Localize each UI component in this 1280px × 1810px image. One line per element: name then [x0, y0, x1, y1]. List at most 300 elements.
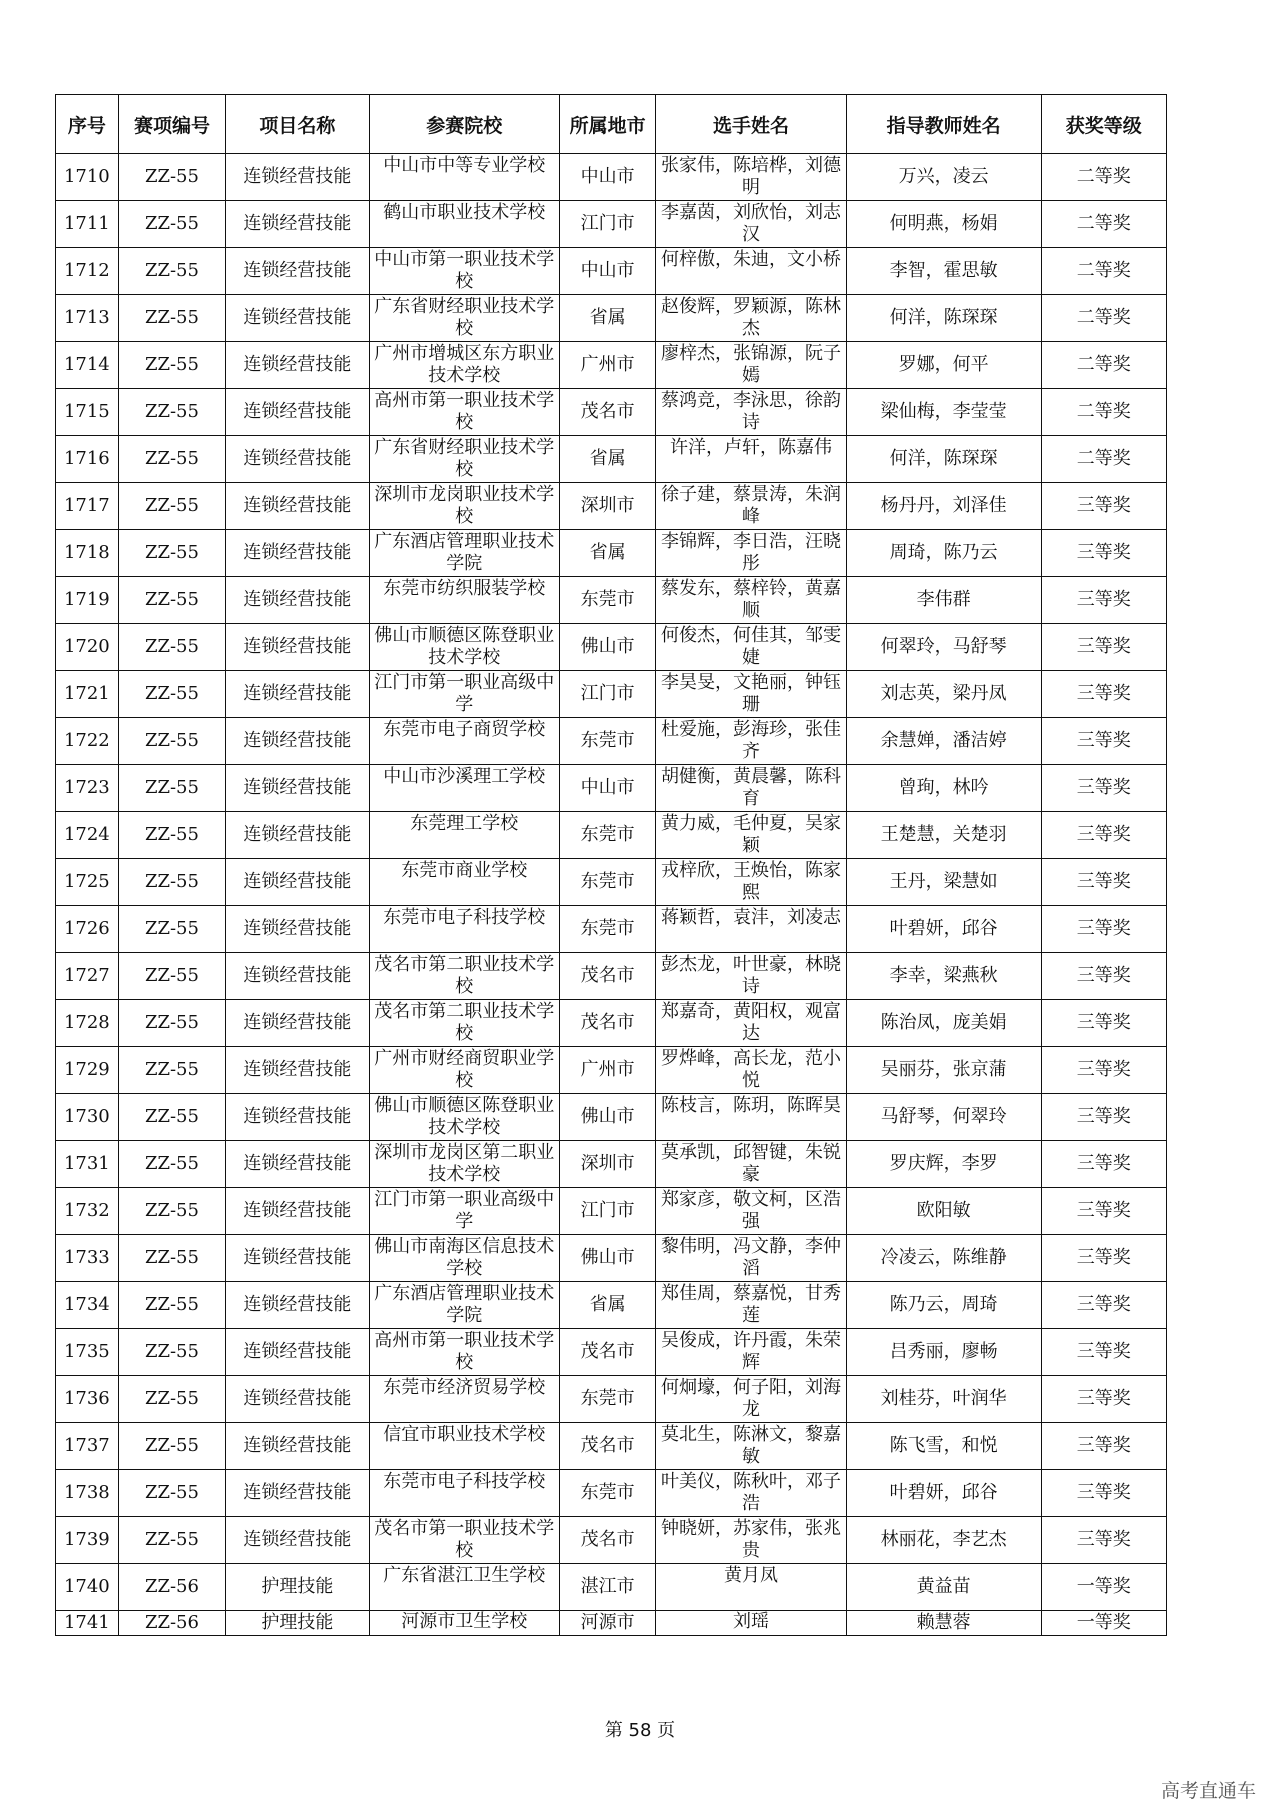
cell-project-name: 连锁经营技能: [226, 765, 369, 812]
cell-school: [369, 859, 559, 906]
cell-project-name: 连锁经营技能: [226, 295, 369, 342]
cell-school-text: 中山市中等专业学校: [383, 155, 546, 176]
cell-school-text: 中山市沙溪理工学校: [383, 766, 546, 787]
table-row: [56, 1329, 1167, 1376]
cell-school-text: 广州市财经商贸职业学校: [374, 1048, 555, 1091]
table-row: [56, 1141, 1167, 1188]
cell-school: [369, 1564, 559, 1611]
header-school: 参赛院校: [369, 95, 559, 154]
table-row: [56, 953, 1167, 1000]
table-row: [56, 1188, 1167, 1235]
cell-project-name: 连锁经营技能: [226, 1517, 369, 1564]
cell-school: [369, 1235, 559, 1282]
cell-event-code: ZZ-55: [118, 530, 226, 577]
table-body: [56, 154, 1167, 1636]
cell-serial: 1721: [56, 671, 119, 718]
cell-city: 中山市: [559, 248, 655, 295]
table-row: [56, 389, 1167, 436]
cell-contestants-text: 胡健衡，黄晨馨，陈科育: [660, 766, 841, 809]
cell-school: [369, 295, 559, 342]
cell-project-name: 连锁经营技能: [226, 1000, 369, 1047]
cell-instructors: 何明燕，杨娟: [846, 201, 1041, 248]
cell-event-code: ZZ-55: [118, 765, 226, 812]
cell-contestants: [656, 1329, 846, 1376]
cell-school-text: 东莞理工学校: [410, 813, 519, 834]
cell-contestants-text: 钟晓妍，苏家伟，张兆贵: [660, 1518, 841, 1561]
cell-school-text: 东莞市商业学校: [401, 860, 528, 881]
cell-contestants: [656, 718, 846, 765]
cell-award-level: 二等奖: [1041, 201, 1166, 248]
cell-contestants-text: 廖梓杰，张锦源，阮子嫣: [660, 343, 841, 386]
cell-award-level: 三等奖: [1041, 671, 1166, 718]
cell-project-name: 连锁经营技能: [226, 718, 369, 765]
cell-school: [369, 389, 559, 436]
cell-event-code: ZZ-55: [118, 342, 226, 389]
table-row: [56, 295, 1167, 342]
cell-contestants-text: 陈枝言，陈玥，陈晖昊: [660, 1095, 841, 1116]
cell-contestants: [656, 577, 846, 624]
cell-school-text: 佛山市顺德区陈登职业技术学校: [374, 625, 555, 668]
cell-contestants: [656, 1517, 846, 1564]
cell-school: [369, 1000, 559, 1047]
cell-event-code: ZZ-56: [118, 1611, 226, 1636]
cell-school-text: 广东省湛江卫生学校: [383, 1565, 546, 1586]
cell-contestants: [656, 295, 846, 342]
cell-instructors: 何翠玲，马舒琴: [846, 624, 1041, 671]
cell-school: [369, 1094, 559, 1141]
cell-serial: 1737: [56, 1423, 119, 1470]
cell-project-name: 连锁经营技能: [226, 1282, 369, 1329]
cell-event-code: ZZ-55: [118, 1376, 226, 1423]
cell-serial: 1715: [56, 389, 119, 436]
cell-serial: 1736: [56, 1376, 119, 1423]
cell-instructors: 叶碧妍，邱谷: [846, 1470, 1041, 1517]
cell-event-code: ZZ-55: [118, 201, 226, 248]
cell-project-name: 连锁经营技能: [226, 201, 369, 248]
cell-school-text: 东莞市电子商贸学校: [383, 719, 546, 740]
cell-serial: 1733: [56, 1235, 119, 1282]
table-row: [56, 906, 1167, 953]
cell-event-code: ZZ-55: [118, 436, 226, 483]
cell-event-code: ZZ-55: [118, 718, 226, 765]
cell-serial: 1716: [56, 436, 119, 483]
cell-school-text: 信宜市职业技术学校: [383, 1424, 546, 1445]
cell-school: [369, 1047, 559, 1094]
cell-instructors: 罗娜，何平: [846, 342, 1041, 389]
cell-city: 佛山市: [559, 624, 655, 671]
cell-city: 广州市: [559, 342, 655, 389]
table-row: [56, 530, 1167, 577]
cell-serial: 1725: [56, 859, 119, 906]
cell-contestants-text: 郑家彦，敬文柯，区浩强: [660, 1189, 841, 1232]
header-city: 所属地市: [559, 95, 655, 154]
cell-project-name: 连锁经营技能: [226, 1423, 369, 1470]
cell-school: [369, 1141, 559, 1188]
cell-contestants: [656, 154, 846, 201]
cell-instructors: 余慧婵，潘洁婷: [846, 718, 1041, 765]
cell-event-code: ZZ-55: [118, 906, 226, 953]
cell-contestants-text: 何梓傲，朱迪，文小桥: [660, 249, 841, 270]
cell-city: 东莞市: [559, 1376, 655, 1423]
cell-event-code: ZZ-55: [118, 1141, 226, 1188]
cell-event-code: ZZ-55: [118, 1329, 226, 1376]
cell-project-name: 连锁经营技能: [226, 671, 369, 718]
cell-city: 广州市: [559, 1047, 655, 1094]
cell-contestants: [656, 1235, 846, 1282]
cell-event-code: ZZ-55: [118, 812, 226, 859]
cell-school: [369, 671, 559, 718]
cell-contestants-text: 刘瑶: [732, 1611, 769, 1632]
cell-event-code: ZZ-55: [118, 1282, 226, 1329]
cell-instructors: 陈治凤，庞美娟: [846, 1000, 1041, 1047]
table-row: [56, 1235, 1167, 1282]
cell-project-name: 连锁经营技能: [226, 812, 369, 859]
table-header-row: [56, 95, 1167, 154]
table-row: [56, 1094, 1167, 1141]
cell-award-level: 三等奖: [1041, 1000, 1166, 1047]
cell-event-code: ZZ-55: [118, 248, 226, 295]
cell-instructors: 杨丹丹，刘泽佳: [846, 483, 1041, 530]
cell-award-level: 三等奖: [1041, 718, 1166, 765]
cell-award-level: 三等奖: [1041, 530, 1166, 577]
cell-city: 东莞市: [559, 859, 655, 906]
cell-serial: 1717: [56, 483, 119, 530]
cell-award-level: 三等奖: [1041, 859, 1166, 906]
cell-contestants-text: 郑嘉奇，黄阳权，观富达: [660, 1001, 841, 1044]
cell-project-name: 连锁经营技能: [226, 483, 369, 530]
cell-event-code: ZZ-55: [118, 859, 226, 906]
cell-instructors: 吕秀丽，廖畅: [846, 1329, 1041, 1376]
cell-serial: 1713: [56, 295, 119, 342]
cell-contestants: [656, 248, 846, 295]
cell-contestants: [656, 1423, 846, 1470]
cell-serial: 1735: [56, 1329, 119, 1376]
cell-serial: 1729: [56, 1047, 119, 1094]
table-row: [56, 718, 1167, 765]
cell-award-level: 三等奖: [1041, 1470, 1166, 1517]
cell-instructors: 曾珣，林吟: [846, 765, 1041, 812]
cell-school-text: 中山市第一职业技术学校: [374, 249, 555, 292]
cell-serial: 1731: [56, 1141, 119, 1188]
cell-contestants-text: 李锦辉，李日浩，汪晓彤: [660, 531, 841, 574]
cell-serial: 1738: [56, 1470, 119, 1517]
cell-contestants-text: 黄力威，毛仲夏，吴家颖: [660, 813, 841, 856]
cell-award-level: 三等奖: [1041, 906, 1166, 953]
cell-instructors: 王楚慧，关楚羽: [846, 812, 1041, 859]
table-row: [56, 1611, 1167, 1636]
page-number: 第 58 页: [604, 1720, 676, 1741]
cell-instructors: 叶碧妍，邱谷: [846, 906, 1041, 953]
cell-contestants: [656, 530, 846, 577]
cell-contestants-text: 郑佳周，蔡嘉悦，甘秀莲: [660, 1283, 841, 1326]
cell-instructors: 欧阳敏: [846, 1188, 1041, 1235]
cell-event-code: ZZ-55: [118, 154, 226, 201]
cell-school-text: 佛山市顺德区陈登职业技术学校: [374, 1095, 555, 1138]
cell-contestants-text: 李嘉茵，刘欣怡，刘志汉: [660, 202, 841, 245]
cell-event-code: ZZ-55: [118, 1047, 226, 1094]
cell-award-level: 三等奖: [1041, 812, 1166, 859]
cell-award-level: 二等奖: [1041, 154, 1166, 201]
cell-contestants: [656, 436, 846, 483]
cell-serial: 1711: [56, 201, 119, 248]
cell-project-name: 连锁经营技能: [226, 859, 369, 906]
cell-city: 茂名市: [559, 1423, 655, 1470]
cell-serial: 1734: [56, 1282, 119, 1329]
cell-instructors: 何洋，陈琛琛: [846, 295, 1041, 342]
cell-award-level: 三等奖: [1041, 1188, 1166, 1235]
table-row: [56, 201, 1167, 248]
cell-school: [369, 1423, 559, 1470]
cell-serial: 1739: [56, 1517, 119, 1564]
cell-contestants-text: 黄月凤: [723, 1565, 778, 1586]
cell-city: 省属: [559, 1282, 655, 1329]
cell-contestants-text: 张家伟，陈培桦，刘德明: [660, 155, 841, 198]
cell-city: 省属: [559, 436, 655, 483]
cell-project-name: 连锁经营技能: [226, 577, 369, 624]
cell-school: [369, 1611, 559, 1636]
cell-serial: 1728: [56, 1000, 119, 1047]
cell-award-level: 三等奖: [1041, 1094, 1166, 1141]
cell-contestants: [656, 1470, 846, 1517]
cell-event-code: ZZ-55: [118, 1000, 226, 1047]
cell-event-code: ZZ-55: [118, 1470, 226, 1517]
cell-school: [369, 1282, 559, 1329]
cell-project-name: 连锁经营技能: [226, 624, 369, 671]
header-contestants: 选手姓名: [656, 95, 846, 154]
cell-instructors: 冷凌云，陈维静: [846, 1235, 1041, 1282]
cell-serial: 1727: [56, 953, 119, 1000]
cell-project-name: 连锁经营技能: [226, 1376, 369, 1423]
table-row: [56, 1423, 1167, 1470]
cell-contestants: [656, 906, 846, 953]
cell-city: 茂名市: [559, 389, 655, 436]
cell-school-text: 河源市卫生学校: [401, 1611, 528, 1632]
cell-school: [369, 812, 559, 859]
cell-school-text: 茂名市第二职业技术学校: [374, 1001, 555, 1044]
cell-contestants: [656, 859, 846, 906]
cell-school-text: 佛山市南海区信息技术学校: [374, 1236, 555, 1279]
cell-school-text: 东莞市经济贸易学校: [383, 1377, 546, 1398]
cell-school-text: 广州市增城区东方职业技术学校: [374, 343, 555, 386]
cell-school-text: 东莞市电子科技学校: [383, 907, 546, 928]
cell-award-level: 二等奖: [1041, 436, 1166, 483]
table-row: [56, 1470, 1167, 1517]
cell-contestants: [656, 342, 846, 389]
cell-contestants: [656, 1141, 846, 1188]
cell-serial: 1710: [56, 154, 119, 201]
cell-city: 省属: [559, 530, 655, 577]
cell-school-text: 高州市第一职业技术学校: [374, 1330, 555, 1373]
cell-contestants: [656, 765, 846, 812]
header-event-code: 赛项编号: [118, 95, 226, 154]
cell-contestants-text: 罗烨峰，高长龙，范小悦: [660, 1048, 841, 1091]
cell-city: 茂名市: [559, 1000, 655, 1047]
cell-city: 东莞市: [559, 812, 655, 859]
cell-serial: 1718: [56, 530, 119, 577]
cell-school-text: 茂名市第二职业技术学校: [374, 954, 555, 997]
cell-city: 深圳市: [559, 1141, 655, 1188]
table-row: [56, 436, 1167, 483]
cell-city: 江门市: [559, 671, 655, 718]
cell-event-code: ZZ-55: [118, 389, 226, 436]
cell-school: [369, 953, 559, 1000]
cell-city: 茂名市: [559, 1517, 655, 1564]
cell-school: [369, 906, 559, 953]
cell-city: 佛山市: [559, 1235, 655, 1282]
table-row: [56, 1282, 1167, 1329]
cell-project-name: 连锁经营技能: [226, 1329, 369, 1376]
table-row: [56, 671, 1167, 718]
cell-project-name: 连锁经营技能: [226, 1047, 369, 1094]
cell-school: [369, 1470, 559, 1517]
table-row: [56, 1517, 1167, 1564]
cell-contestants-text: 李昊旻，文艳丽，钟钰珊: [660, 672, 841, 715]
cell-contestants: [656, 1376, 846, 1423]
cell-contestants: [656, 389, 846, 436]
table-row: [56, 342, 1167, 389]
cell-instructors: 赖慧蓉: [846, 1611, 1041, 1636]
cell-school-text: 东莞市纺织服装学校: [383, 578, 546, 599]
cell-event-code: ZZ-55: [118, 953, 226, 1000]
cell-city: 中山市: [559, 765, 655, 812]
cell-award-level: 二等奖: [1041, 295, 1166, 342]
cell-contestants: [656, 812, 846, 859]
cell-award-level: 三等奖: [1041, 1282, 1166, 1329]
cell-project-name: 连锁经营技能: [226, 389, 369, 436]
cell-city: 河源市: [559, 1611, 655, 1636]
cell-award-level: 三等奖: [1041, 577, 1166, 624]
cell-contestants-text: 杜爱施，彭海珍，张佳齐: [660, 719, 841, 762]
cell-serial: 1740: [56, 1564, 119, 1611]
cell-instructors: 李伟群: [846, 577, 1041, 624]
cell-school: [369, 201, 559, 248]
cell-contestants-text: 蔡发东，蔡梓铃，黄嘉顺: [660, 578, 841, 621]
cell-school: [369, 577, 559, 624]
cell-school-text: 东莞市电子科技学校: [383, 1471, 546, 1492]
cell-city: 东莞市: [559, 1470, 655, 1517]
cell-instructors: 李智，霍思敏: [846, 248, 1041, 295]
table-row: [56, 154, 1167, 201]
cell-instructors: 陈乃云，周琦: [846, 1282, 1041, 1329]
cell-instructors: 何洋，陈琛琛: [846, 436, 1041, 483]
cell-school-text: 深圳市龙岗职业技术学校: [374, 484, 555, 527]
cell-project-name: 连锁经营技能: [226, 1235, 369, 1282]
cell-city: 江门市: [559, 1188, 655, 1235]
cell-award-level: 三等奖: [1041, 1141, 1166, 1188]
cell-city: 茂名市: [559, 1329, 655, 1376]
cell-serial: 1730: [56, 1094, 119, 1141]
cell-school-text: 江门市第一职业高级中学: [374, 1189, 555, 1232]
cell-city: 东莞市: [559, 906, 655, 953]
cell-city: 江门市: [559, 201, 655, 248]
cell-instructors: 林丽花，李艺杰: [846, 1517, 1041, 1564]
cell-school: [369, 1188, 559, 1235]
cell-project-name: 连锁经营技能: [226, 1141, 369, 1188]
cell-contestants: [656, 1188, 846, 1235]
cell-school-text: 广东省财经职业技术学校: [374, 296, 555, 339]
cell-project-name: 护理技能: [226, 1611, 369, 1636]
cell-school: [369, 1329, 559, 1376]
cell-award-level: 三等奖: [1041, 765, 1166, 812]
cell-project-name: 护理技能: [226, 1564, 369, 1611]
cell-event-code: ZZ-55: [118, 1517, 226, 1564]
cell-serial: 1741: [56, 1611, 119, 1636]
cell-instructors: 刘志英，梁丹凤: [846, 671, 1041, 718]
cell-contestants: [656, 1094, 846, 1141]
cell-contestants-text: 蔡鸿竞，李泳思，徐韵诗: [660, 390, 841, 433]
cell-project-name: 连锁经营技能: [226, 1470, 369, 1517]
cell-event-code: ZZ-55: [118, 671, 226, 718]
cell-event-code: ZZ-55: [118, 1094, 226, 1141]
cell-contestants-text: 戎梓欣，王焕怡，陈家熙: [660, 860, 841, 903]
cell-serial: 1712: [56, 248, 119, 295]
header-serial: 序号: [56, 95, 119, 154]
cell-contestants-text: 赵俊辉，罗颖源，陈林杰: [660, 296, 841, 339]
cell-contestants-text: 莫承凯，邱智键，朱锐豪: [660, 1142, 841, 1185]
cell-event-code: ZZ-55: [118, 577, 226, 624]
cell-award-level: 一等奖: [1041, 1564, 1166, 1611]
cell-contestants: [656, 671, 846, 718]
cell-serial: 1719: [56, 577, 119, 624]
cell-project-name: 连锁经营技能: [226, 953, 369, 1000]
cell-event-code: ZZ-56: [118, 1564, 226, 1611]
table-row: [56, 577, 1167, 624]
cell-contestants: [656, 1611, 846, 1636]
cell-event-code: ZZ-55: [118, 1188, 226, 1235]
table-row: [56, 1000, 1167, 1047]
cell-contestants-text: 叶美仪，陈秋叶，邓子浩: [660, 1471, 841, 1514]
cell-school-text: 广东酒店管理职业技术学院: [374, 531, 555, 574]
cell-school: [369, 718, 559, 765]
cell-award-level: 三等奖: [1041, 1517, 1166, 1564]
cell-award-level: 三等奖: [1041, 1047, 1166, 1094]
cell-school-text: 茂名市第一职业技术学校: [374, 1518, 555, 1561]
cell-contestants-text: 何俊杰，何佳其，邹雯婕: [660, 625, 841, 668]
cell-serial: 1724: [56, 812, 119, 859]
table-row: [56, 1047, 1167, 1094]
cell-event-code: ZZ-55: [118, 624, 226, 671]
cell-serial: 1723: [56, 765, 119, 812]
header-award-level: 获奖等级: [1041, 95, 1166, 154]
table-row: [56, 859, 1167, 906]
cell-instructors: 马舒琴，何翠玲: [846, 1094, 1041, 1141]
cell-project-name: 连锁经营技能: [226, 1094, 369, 1141]
cell-award-level: 三等奖: [1041, 1235, 1166, 1282]
cell-contestants: [656, 483, 846, 530]
cell-instructors: 刘桂芬，叶润华: [846, 1376, 1041, 1423]
cell-city: 中山市: [559, 154, 655, 201]
cell-serial: 1714: [56, 342, 119, 389]
cell-project-name: 连锁经营技能: [226, 154, 369, 201]
cell-award-level: 三等奖: [1041, 1423, 1166, 1470]
cell-award-level: 三等奖: [1041, 624, 1166, 671]
cell-contestants: [656, 624, 846, 671]
cell-school: [369, 1376, 559, 1423]
cell-school-text: 鹤山市职业技术学校: [383, 202, 546, 223]
cell-award-level: 三等奖: [1041, 1329, 1166, 1376]
cell-school: [369, 530, 559, 577]
cell-instructors: 梁仙梅，李莹莹: [846, 389, 1041, 436]
table-row: [56, 483, 1167, 530]
cell-school: [369, 1517, 559, 1564]
cell-event-code: ZZ-55: [118, 295, 226, 342]
cell-city: 湛江市: [559, 1564, 655, 1611]
cell-city: 东莞市: [559, 577, 655, 624]
cell-contestants: [656, 953, 846, 1000]
watermark-text: 高考直通车: [1160, 1780, 1256, 1802]
cell-project-name: 连锁经营技能: [226, 1188, 369, 1235]
table-row: [56, 1564, 1167, 1611]
